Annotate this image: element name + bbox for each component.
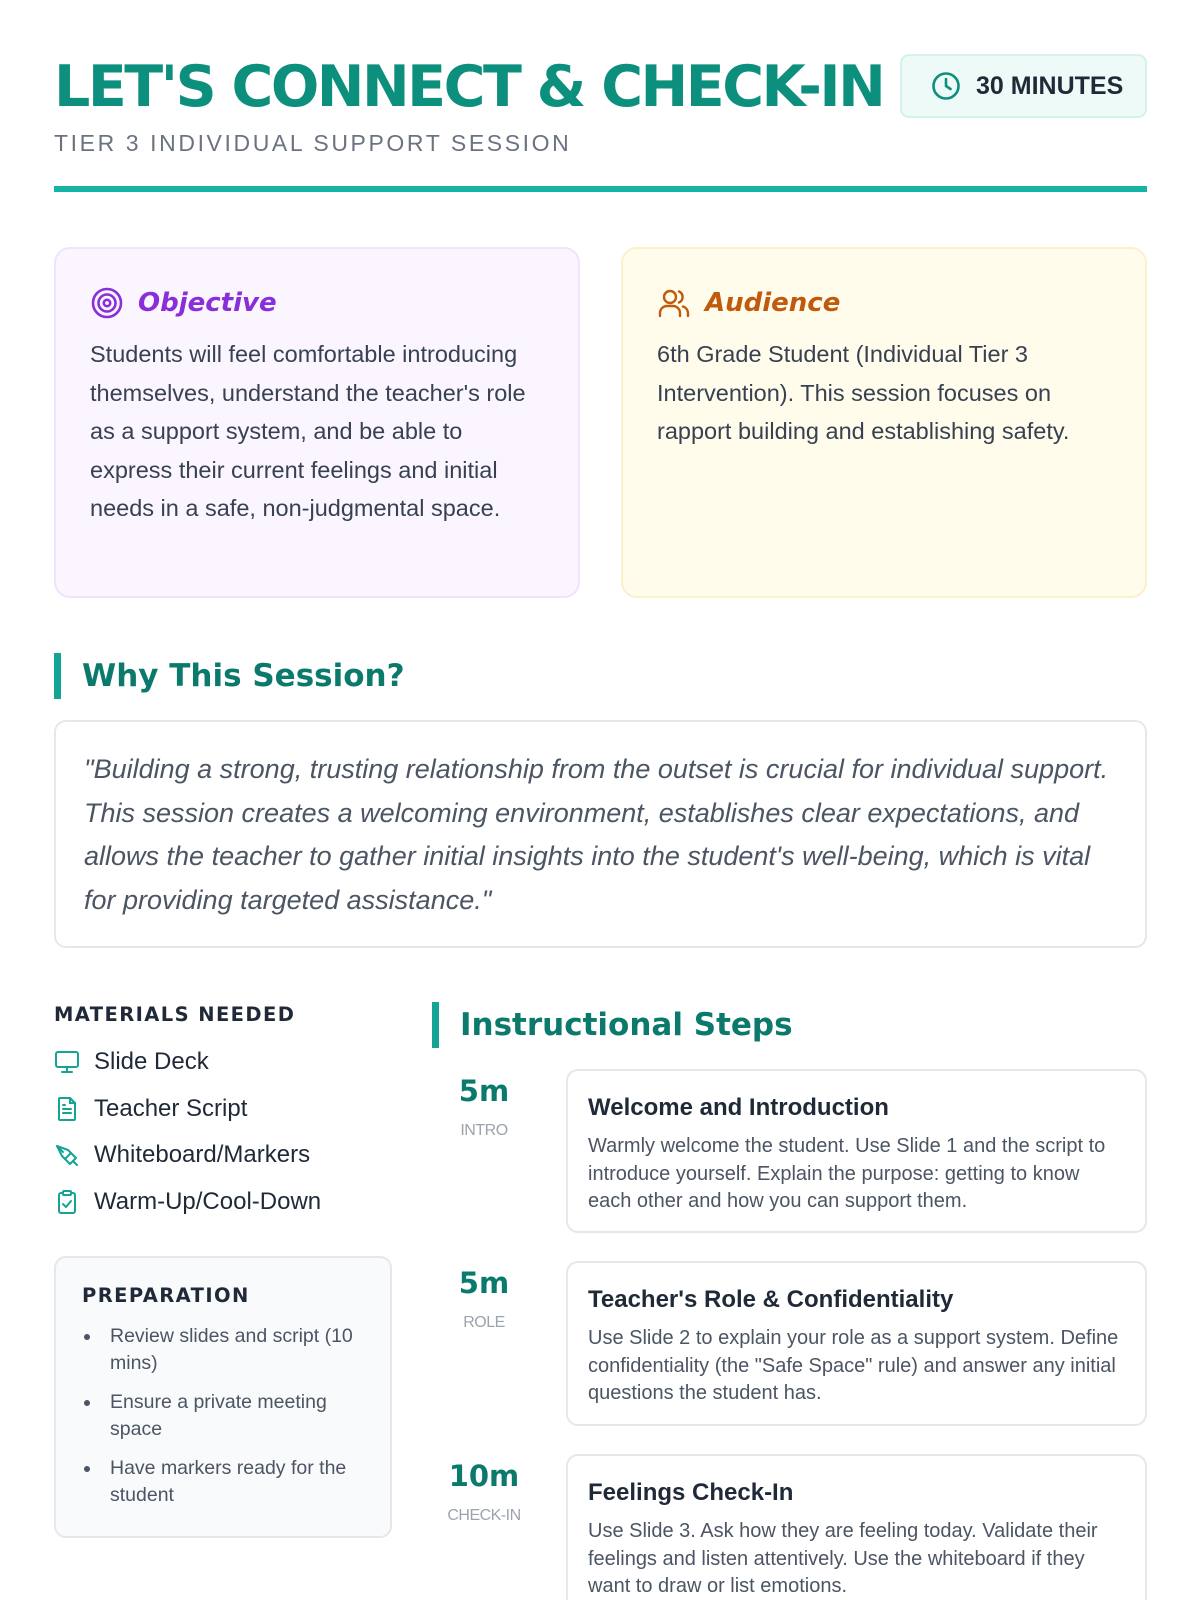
step-duration-value: 5m bbox=[458, 1074, 510, 1108]
list-item bbox=[54, 1132, 394, 1179]
step-duration bbox=[432, 1265, 536, 1332]
step-duration-value: 5m bbox=[458, 1266, 510, 1300]
monitor-icon bbox=[54, 1049, 80, 1075]
page-subtitle: TIER 3 INDIVIDUAL SUPPORT SESSION bbox=[54, 130, 572, 156]
duration-badge bbox=[900, 54, 1147, 118]
step-card bbox=[566, 1454, 1147, 1600]
objective-text: Students will feel comfortable introducing themselves, understand the teacher's role as a support system, and be able to express their current feelings and initial needs in a safe, non-judgmental space. bbox=[90, 341, 526, 521]
step-title: Feelings Check-In bbox=[588, 1479, 794, 1506]
list-item bbox=[54, 1086, 394, 1133]
lesson-plan-page bbox=[54, 0, 1147, 1600]
materials-list bbox=[54, 1039, 394, 1225]
objective-label: Objective bbox=[138, 288, 277, 318]
steps-heading bbox=[432, 1002, 793, 1048]
audience-card bbox=[621, 247, 1147, 598]
list-item bbox=[54, 1179, 394, 1226]
step-duration-value: 10m bbox=[448, 1459, 520, 1493]
preparation-list bbox=[82, 1323, 364, 1509]
users-icon bbox=[657, 286, 691, 320]
why-quote-box bbox=[54, 720, 1147, 948]
step-card bbox=[566, 1261, 1147, 1426]
clipboard-check-icon bbox=[54, 1189, 80, 1215]
step-duration bbox=[432, 1073, 536, 1140]
material-label: Whiteboard/Markers bbox=[94, 1141, 311, 1169]
list-item: Review slides and script (10 mins) bbox=[82, 1323, 364, 1377]
audience-label: Audience bbox=[705, 288, 841, 318]
preparation-box bbox=[54, 1256, 392, 1538]
step-title: Teacher's Role & Confidentiality bbox=[588, 1286, 954, 1313]
step-title: Welcome and Introduction bbox=[588, 1094, 889, 1121]
step-tag: INTRO bbox=[460, 1122, 508, 1139]
objective-card bbox=[54, 247, 580, 598]
step-description: Use Slide 3. Ask how they are feeling today. Validate their feelings and listen attentively. Use the whiteboard if they want to draw or list emotions. bbox=[588, 1520, 1098, 1597]
target-icon bbox=[90, 286, 124, 320]
audience-text: 6th Grade Student (Individual Tier 3 Intervention). This session focuses on rapport building and establishing safety. bbox=[657, 341, 1070, 444]
materials-title: MATERIALS NEEDED bbox=[54, 1003, 296, 1026]
preparation-title: PREPARATION bbox=[82, 1284, 250, 1307]
step-card bbox=[566, 1069, 1147, 1233]
list-item bbox=[54, 1039, 394, 1086]
list-item: Have markers ready for the student bbox=[82, 1455, 364, 1509]
material-label: Warm-Up/Cool-Down bbox=[94, 1187, 322, 1215]
step-tag: ROLE bbox=[463, 1314, 505, 1331]
duration-text: 30 MINUTES bbox=[976, 71, 1124, 100]
step-description: Use Slide 2 to explain your role as a support system. Define confidentiality (the "Safe Space" rule) and answer any initial questions the student has. bbox=[588, 1327, 1119, 1404]
header-divider bbox=[54, 186, 1147, 192]
material-label: Slide Deck bbox=[94, 1048, 209, 1076]
material-label: Teacher Script bbox=[94, 1094, 248, 1122]
step-duration bbox=[432, 1458, 536, 1525]
steps-title: Instructional Steps bbox=[460, 1007, 793, 1043]
step-description: Warmly welcome the student. Use Slide 1 and the script to introduce yourself. Explain the purpose: getting to know each other and how you can support them. bbox=[588, 1135, 1106, 1212]
document-icon bbox=[54, 1096, 80, 1122]
clock-icon bbox=[930, 70, 962, 102]
page-title: LET'S CONNECT & CHECK-IN bbox=[54, 54, 884, 120]
why-heading bbox=[54, 653, 405, 699]
marker-icon bbox=[54, 1142, 80, 1168]
section-accent-bar bbox=[432, 1002, 439, 1048]
why-title: Why This Session? bbox=[82, 658, 405, 694]
list-item: Ensure a private meeting space bbox=[82, 1389, 364, 1443]
step-tag: CHECK-IN bbox=[447, 1507, 521, 1524]
why-quote: "Building a strong, trusting relationship from the outset is crucial for individual support. This session creates a welcoming environment, establishes clear expectations, and allows the teacher to gather initial insights into the student's well-being, which is vital for providing targeted assistance." bbox=[84, 754, 1109, 915]
section-accent-bar bbox=[54, 653, 61, 699]
